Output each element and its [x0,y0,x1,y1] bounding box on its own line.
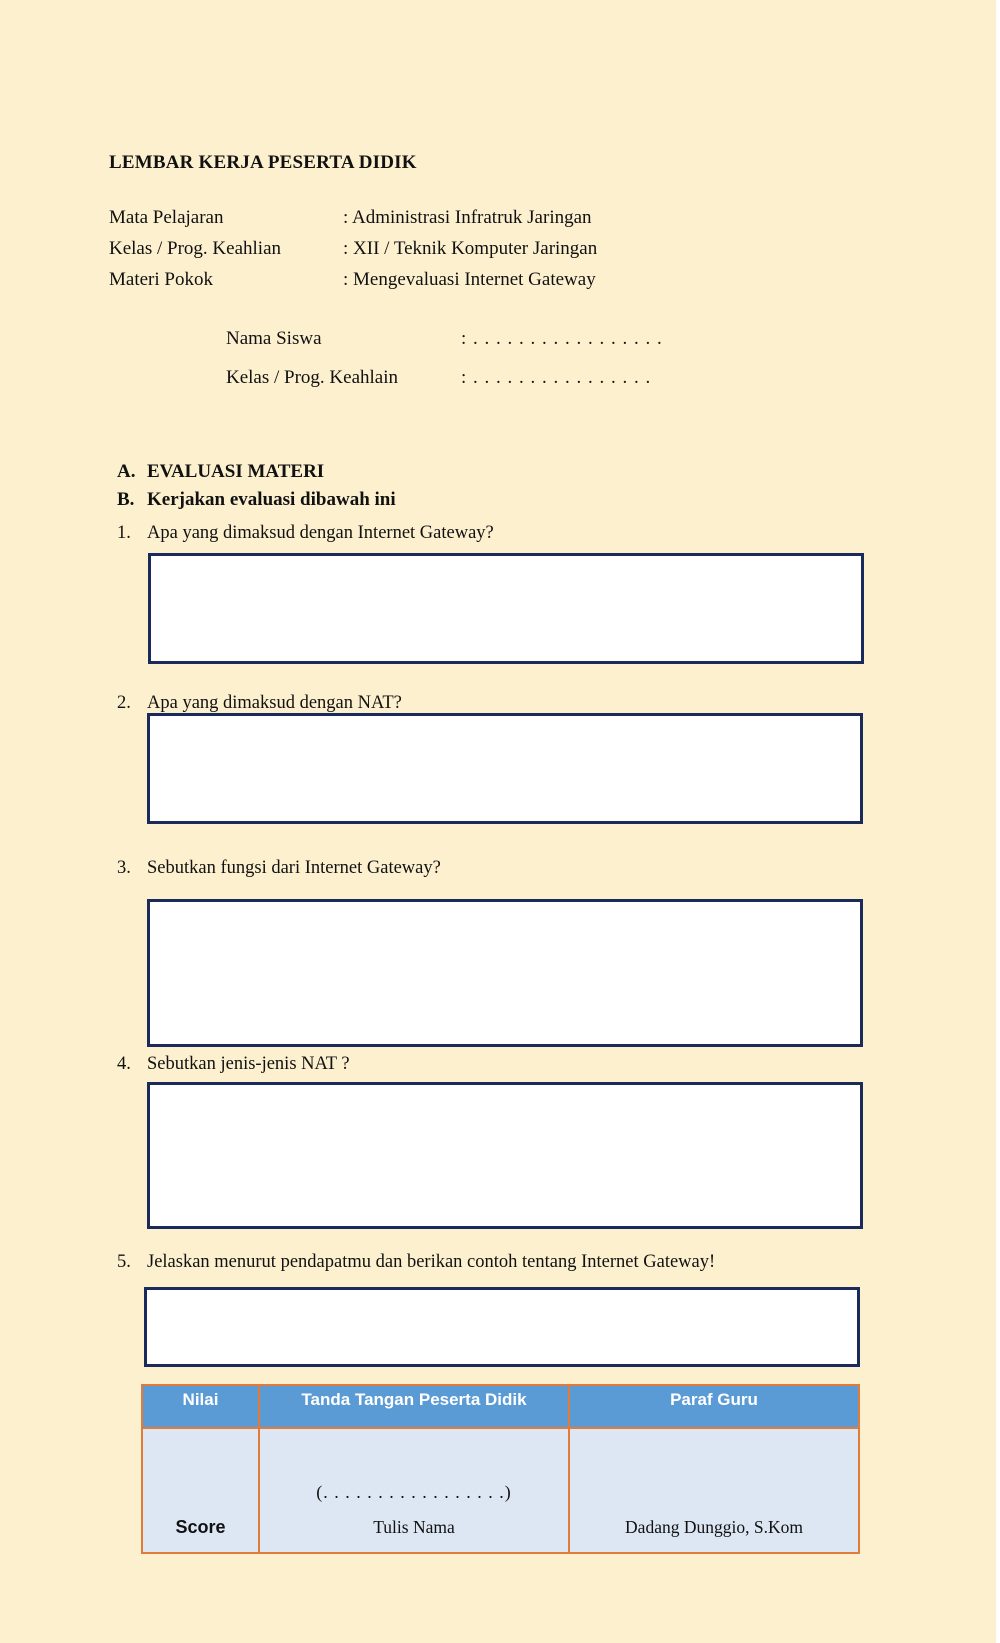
score-cell[interactable] [142,1428,259,1553]
section-a-marker: A. [117,461,136,482]
section-a-heading: EVALUASI MATERI [147,461,325,482]
section-b-marker: B. [117,489,135,510]
teacher-name: Dadang Dunggio, S.Kom [625,1517,803,1537]
info-label-topic: Materi Pokok [109,269,213,290]
signature-dots: (. . . . . . . . . . . . . . . . .) [316,1482,512,1502]
question-2-text: Apa yang dimaksud dengan NAT? [147,693,402,713]
question-3-number: 3. [117,858,131,878]
question-3-text: Sebutkan fungsi dari Internet Gateway? [147,858,441,878]
question-4-number: 4. [117,1054,131,1074]
page-title: LEMBAR KERJA PESERTA DIDIK [109,152,417,173]
question-5-text: Jelaskan menurut pendapatmu dan berikan contoh tentang Internet Gateway! [147,1252,716,1272]
header-nilai: Nilai [142,1385,259,1428]
info-label-subject: Mata Pelajaran [109,207,224,228]
score-label: Score [175,1517,226,1537]
signature-label: Tulis Nama [373,1517,455,1537]
student-signature-cell[interactable] [259,1428,569,1553]
info-value-class: : XII / Teknik Komputer Jaringan [343,238,598,259]
score-table [141,1384,860,1554]
section-b-heading: Kerjakan evaluasi dibawah ini [147,489,396,510]
header-student-signature: Tanda Tangan Peserta Didik [259,1385,569,1428]
question-2-number: 2. [117,693,131,713]
answer-box-4[interactable] [147,1082,863,1229]
teacher-initials-cell[interactable] [569,1428,859,1553]
question-1-number: 1. [117,523,131,543]
question-4-text: Sebutkan jenis-jenis NAT ? [147,1054,350,1074]
question-5-number: 5. [117,1252,131,1272]
answer-box-2[interactable] [147,713,863,824]
student-class-field[interactable]: : . . . . . . . . . . . . . . . . [461,367,652,388]
question-1-text: Apa yang dimaksud dengan Internet Gateway? [147,523,494,543]
answer-box-3[interactable] [147,899,863,1047]
student-name-field[interactable]: : . . . . . . . . . . . . . . . . . [461,328,663,349]
info-value-subject: : Administrasi Infratruk Jaringan [343,207,592,228]
page-edge [996,0,1000,1643]
info-value-topic: : Mengevaluasi Internet Gateway [343,269,596,290]
answer-box-5[interactable] [144,1287,860,1367]
answer-box-1[interactable] [148,553,864,664]
student-name-label: Nama Siswa [226,328,322,349]
header-teacher-initials: Paraf Guru [569,1385,859,1428]
info-label-class: Kelas / Prog. Keahlian [109,238,282,259]
student-class-label: Kelas / Prog. Keahlain [226,367,399,388]
